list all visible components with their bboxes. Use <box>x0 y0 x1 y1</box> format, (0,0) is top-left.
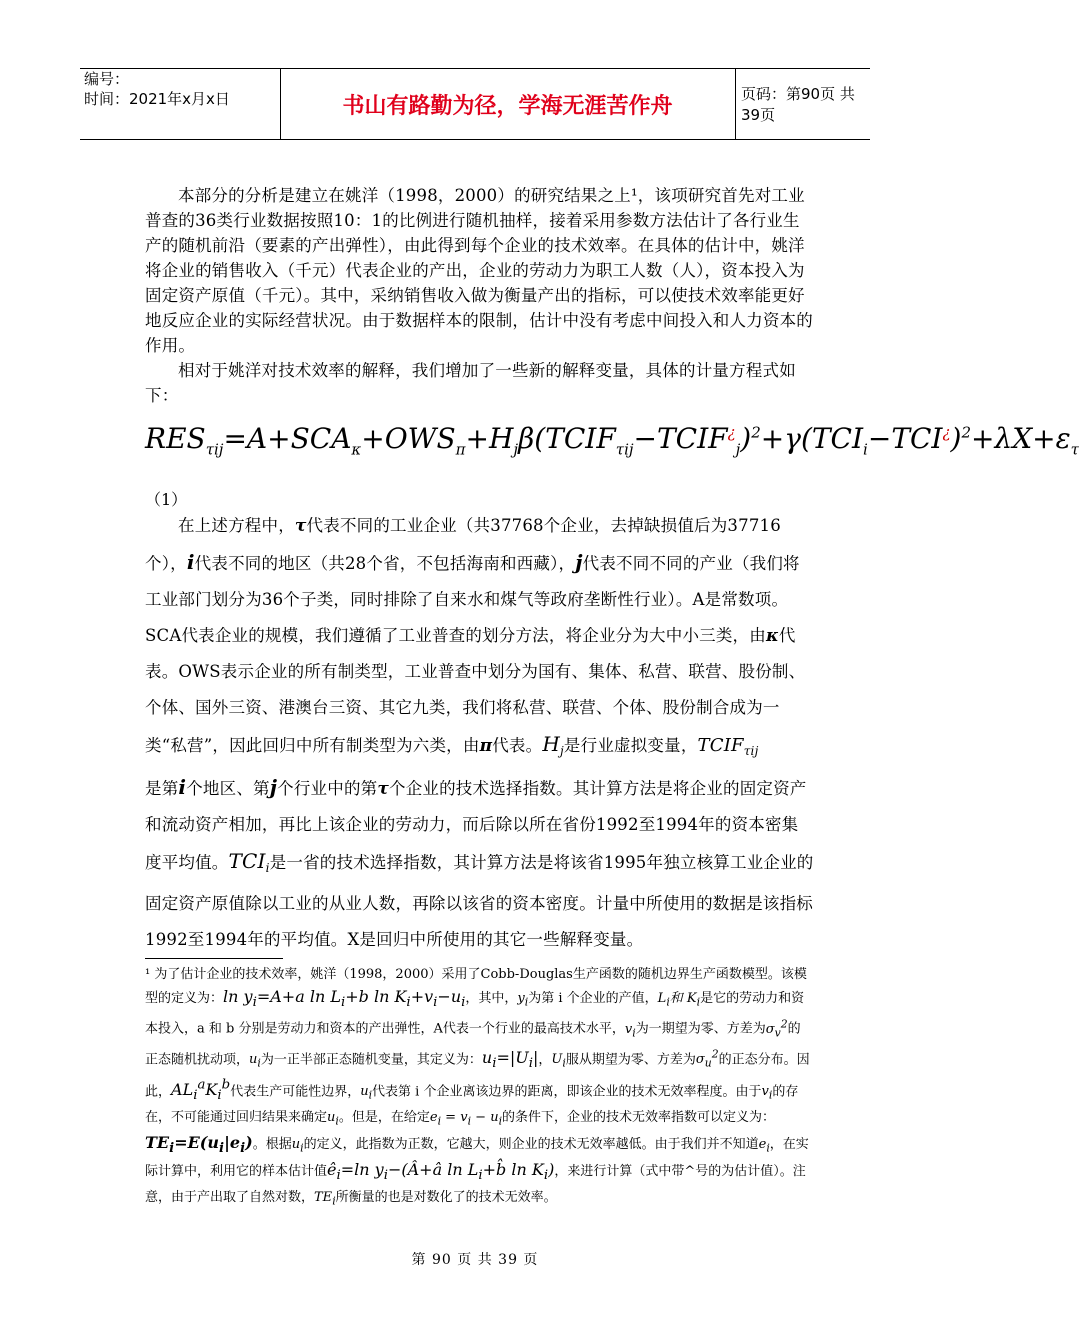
intro-paragraphs <box>145 183 815 408</box>
header-number-label: 编号： <box>84 70 130 88</box>
paragraph-variable-definitions: 在上述方程中，τ代表不同的工业企业（共37768个企业，去掉缺损值后为37716个），i代表不同的地区（共28个省，不包括海南和西藏），j代表不同不同的产业（我们将工业部门划分为36个子类，同时排除了自来水和煤气等政府垄断性行业）。A是常数项。SCA代表企业的规模，我们遵循了工业普查的划分方法，将企业分为大中小三类，由κ代表。OWS表示企业的所有制类型，工业普查中划分为国有、集体、私营、联营、股份制、个体、国外三资、港澳台三资、其它九类，我们将私营、联营、个体、股份制合成为一类“私营”，因此回归中所有制类型为六类，由π代表。$H_j$是行业虚拟变量，$TCIF_{\tau ij}$ 是第i个地区、第j个行业中的第τ个企业的技术选择指数。其计算方法是将企业的固定资产和流动资产相加，再比上该企业的劳动力，而后除以所在省份1992至1994年的资本密集度平均值。$TCI_i$是一省的技术选择指数，其计算方法是将该省1995年独立核算工业企业的固定资产原值除以工业的从业人数，再除以该省的资本密度。计量中所使用的数据是该指标1992至1994年的平均值。X是回归中所使用的其它一些解释变量。 <box>145 516 814 949</box>
header-page-info: 页码：第90页 共39页 <box>741 85 855 124</box>
footnote-text: ¹ 为了估计企业的技术效率，姚洋（1998，2000）采用了Cobb-Douglas生产函数的随机边界生产函数模型。该模型的定义为：$\ln y_i=A+a$ $\ln L_i+b$ $\ln K_i+v_i-u_i$，其中，$y_i$为第 i 个企业的产值，$L_i$和 $K_i$是它的劳动力和资本投入，a 和 b 分别是劳动力和资本的产出弹性，A代表一个行业的最高技术水平，$v_i$为一期望为零、方差为$\sigma_v^2$的正态随机扰动项，$u_i$为一正半部正态随机变量，其定义为：$u_i=|U_i|$，$U_i$服从期望为零、方差为$\sigma_u^2$的正态分布。因此，$AL_i^aK_i^b$代表生产可能性边界，$u_i$代表第 i 个企业离该边界的距离，即该企业的技术无效率程度。由于$v_i$的存在，不可能通过回归结果来确定$u_i$。但是，在给定$e_i = v_i - u_i$的条件下，企业的技术无效率指数可以定义为：$TE_i=E(u_i|e_i)$。根据$u_i$的定义，此指数为正数，它越大，则企业的技术无效率越低。由于我们并不知道$e_i$，在实际计算中，利用它的样本估计值$ê_i=\ln$ $y_i-(Â+â$ $\ln L_i+b̂$ $\ln K_i$)，来进行计算（式中带^号的为估计值）。注意，由于产出取了自然对数，$TE_i$所衡量的也是对数化了的技术无效率。 <box>145 967 810 1208</box>
paragraph-equation-lead: 相对于姚洋对技术效率的解释，我们增加了一些新的解释变量，具体的计量方程式如下： <box>145 361 796 405</box>
main-paragraph <box>145 508 815 958</box>
regression-equation: $RES_{\tau ij}=A+SCA_\kappa+OWS_\pi+H_j\beta(TCIF_{\tau ij}-TCIF^¿_j)^2+\gamma(TCI_i-TCI^¿)^2+\lambda X+\varepsilon_\tau$ <box>145 422 1079 459</box>
footnote-divider <box>145 958 283 959</box>
header-motto: 书山有路勤为径，学海无涯苦作舟 <box>280 69 736 139</box>
header-date-label: 时间：2021年x月x日 <box>84 90 230 108</box>
header-left-cell <box>80 69 281 139</box>
paragraph-intro: 本部分的分析是建立在姚洋（1998，2000）的研究结果之上¹，该项研究首先对工业普查的36类行业数据按照10：1的比例进行随机抽样，接着采用参数方法估计了各行业生产的随机前沿（要素的产出弹性），由此得到每个企业的技术效率。在具体的估计中，姚洋将企业的销售收入（千元）代表企业的产出，企业的劳动力为职工人数（人），资本投入为固定资产原值（千元）。其中，采纳销售收入做为衡量产出的指标，可以使技术效率能更好地反应企业的实际经营状况。由于数据样本的限制，估计中没有考虑中间投入和人力资本的作用。 <box>145 186 813 355</box>
page-footer: 第 90 页 共 39 页 <box>411 1252 539 1268</box>
footnote <box>145 964 810 1212</box>
equation-number: （1） <box>145 490 188 509</box>
page-header <box>80 68 870 140</box>
